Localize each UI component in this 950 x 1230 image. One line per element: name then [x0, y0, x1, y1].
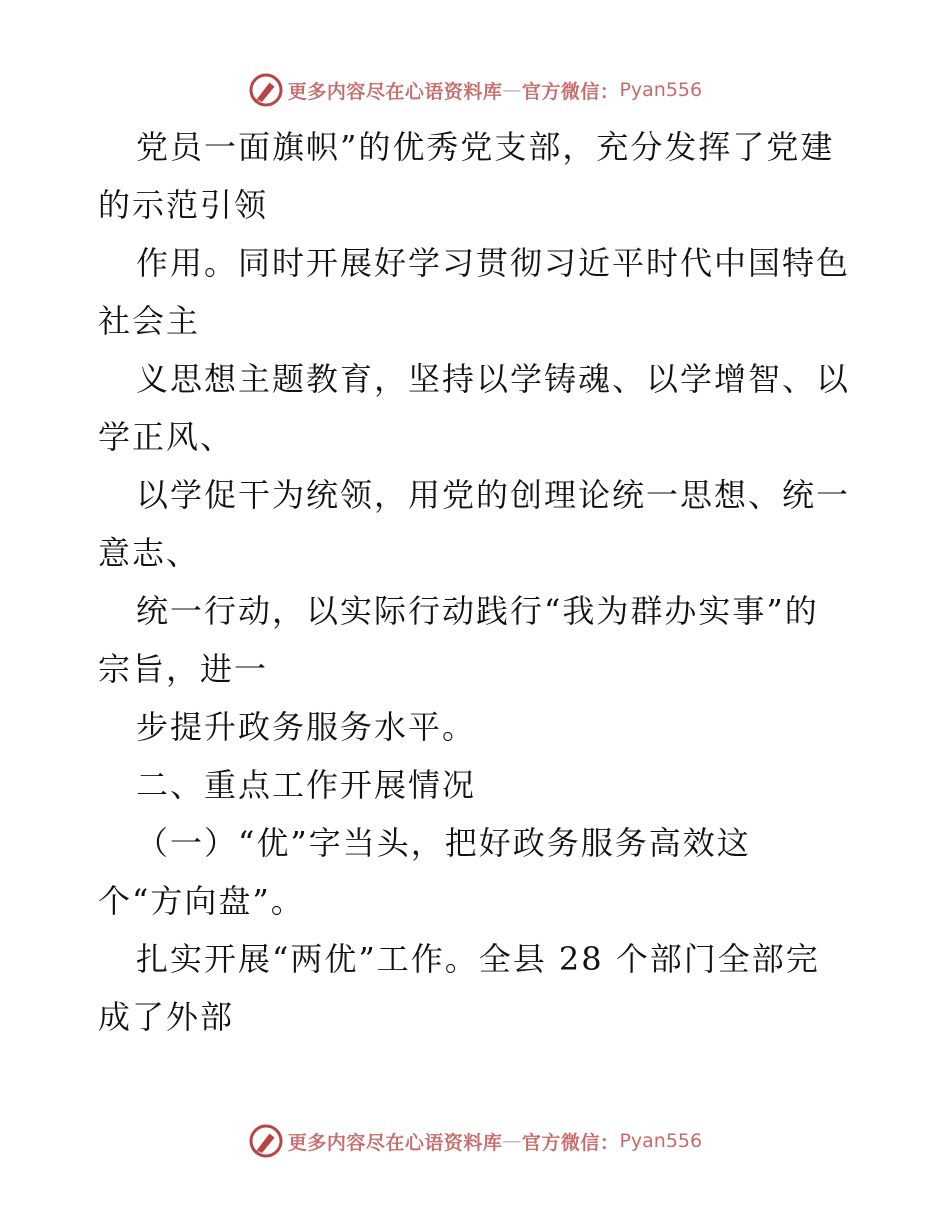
- pen-logo-icon: [248, 1123, 284, 1159]
- section-heading: 二、重点工作开展情况: [136, 766, 477, 804]
- text-line: 成了外部: [98, 998, 235, 1036]
- text-line: 宗旨，进一: [98, 650, 269, 688]
- text-line: 党员一面旗帜”的优秀党支部，充分发挥了党建: [136, 128, 835, 166]
- footer-wechat-label: 官方微信：: [521, 1131, 620, 1154]
- footer-wechat-id: Pyan556: [619, 1130, 703, 1152]
- banner-dash: —: [502, 79, 522, 101]
- banner-wechat-label: 官方微信：: [521, 80, 620, 103]
- text-line: 的示范引领: [98, 186, 269, 224]
- header-banner: [0, 70, 950, 110]
- text-line: 学正风、: [98, 418, 235, 456]
- subsection-heading: （一）“优”字当头，把好政务服务高效这: [136, 824, 751, 862]
- text-line: 义思想主题教育，坚持以学铸魂、以学增智、以: [136, 360, 851, 398]
- text-line: 统一行动，以实际行动践行“我为群办实事”的: [136, 592, 819, 630]
- document-body: [98, 118, 858, 1046]
- text-line: 步提升政务服务水平。: [136, 708, 477, 746]
- footer-title: 更多内容尽在心语资料库: [287, 1131, 503, 1154]
- footer-dash: —: [502, 1130, 522, 1152]
- banner-title: 更多内容尽在心语资料库: [287, 80, 503, 103]
- text-line: 以学促干为统领，用党的创理论统一思想、统一: [136, 476, 851, 514]
- text-line: 意志、: [98, 534, 201, 572]
- banner-wechat-id: Pyan556: [619, 79, 703, 101]
- footer-banner: [0, 1121, 950, 1161]
- text-line: 作用。同时开展好学习贯彻习近平时代中国特色: [136, 244, 851, 282]
- pen-logo-icon: [248, 72, 284, 108]
- text-line: 社会主: [98, 302, 201, 340]
- subsection-heading-cont: 个“方向盘”。: [98, 882, 305, 920]
- text-line: 扎实开展“两优”工作。全县 28 个部门全部完: [136, 940, 820, 978]
